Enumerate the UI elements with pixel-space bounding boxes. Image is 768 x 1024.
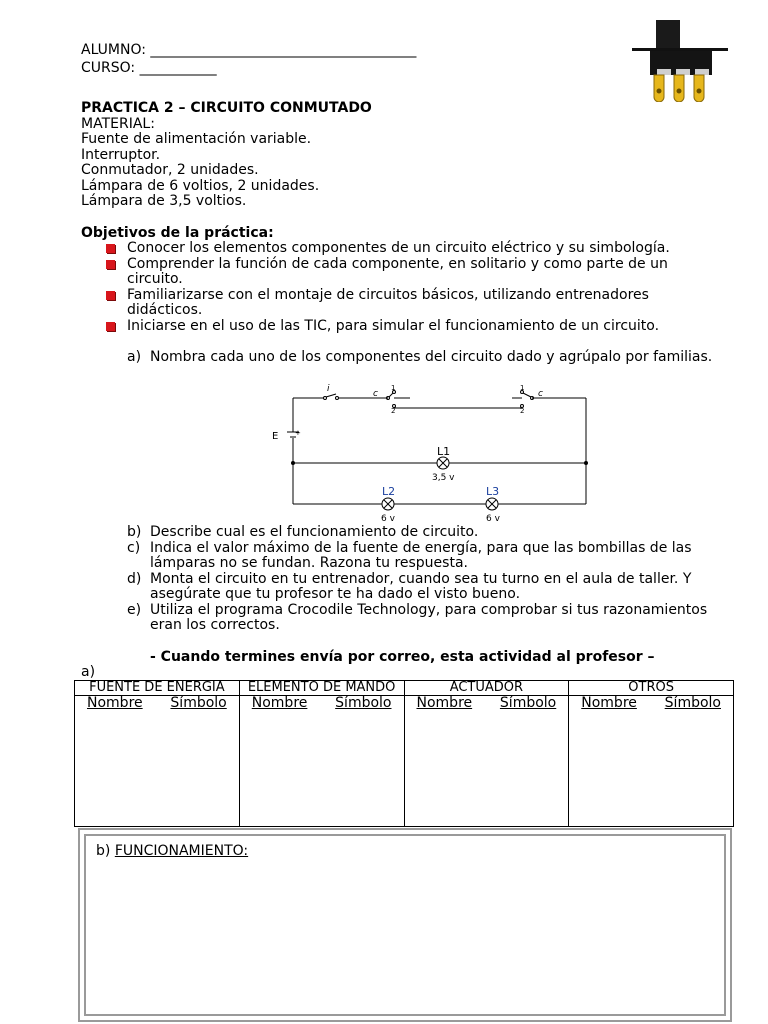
bullet-icon [106,291,115,300]
column-header: ELEMENTO DE MANDO [239,681,404,696]
objectives-heading: Objetivos de la práctica: [81,225,274,241]
lamp2-voltage: 6 v [381,514,395,524]
funcionamiento-inner [84,834,726,1016]
table-cell[interactable]: Nombre Símbolo [569,696,734,827]
notice-text: - Cuando termines envía por correo, esta actividad al profesor – [150,649,655,665]
source-label: E [272,431,279,442]
question-text: Nombra cada uno de los componentes del circuito dado y agrúpalo por familias. [150,349,713,365]
question-d: d) Monta el circuito en tu entrenador, cuando sea tu turno en el aula de taller. Y asegúrate que tu profesor te ha dado el visto bueno. [127,570,692,602]
commutator-left-label: c [373,389,378,399]
source-plus: + [295,429,301,437]
terminal-label: 2 [520,407,525,415]
lamp2-label: L2 [382,485,396,498]
question-c: c) Indica el valor máximo de la fuente de energía, para que las bombillas de las lámparas no se fundan. Razona tu respuesta. [127,539,692,571]
objectives-list [81,241,701,334]
terminal-label: 1 [391,384,396,392]
slide-switch-icon [630,18,730,102]
lamp3-voltage: 6 v [486,514,500,524]
objective-item: Familiarizarse con el montaje de circuitos básicos, utilizando entrenadores didácticos. [81,288,701,319]
lamp3-label: L3 [486,485,500,498]
commutator-right-label: c [538,389,543,399]
material-item: Interruptor. [81,147,161,163]
lamp1-label: L1 [437,445,451,458]
bullet-icon [106,322,115,331]
material-item: Conmutador, 2 unidades. [81,162,259,178]
objective-item: Comprender la función de cada componente, en solitario y como parte de un circuito. [81,257,701,288]
circuit-diagram [260,380,600,525]
question-b: b) Describe cual es el funcionamiento de circuito. [127,524,479,540]
question-e: e) Utiliza el programa Crocodile Technology, para comprobar si tus razonamientos eran los correctos. [127,601,708,633]
alumno-field: ALUMNO: ______________________________________ [81,42,417,58]
column-header: FUENTE DE ENERGIA [75,681,240,696]
bullet-icon [106,260,115,269]
terminal-label: 2 [391,407,396,415]
objective-item: Conocer los elementos componentes de un circuito eléctrico y su simbología. [81,241,701,257]
terminal-label: 1 [520,384,525,392]
bullet-icon [106,244,115,253]
table-cell[interactable]: Nombre Símbolo [404,696,569,827]
objective-item: Iniciarse en el uso de las TIC, para simular el funcionamiento de un circuito. [81,319,701,335]
question-a [81,350,731,366]
components-table [74,680,734,826]
questions-list [81,525,731,634]
material-heading: MATERIAL: [81,116,155,132]
material-item: Fuente de alimentación variable. [81,131,312,147]
column-header: ACTUADOR [404,681,569,696]
material-item: Lámpara de 6 voltios, 2 unidades. [81,178,320,194]
material-item: Lámpara de 3,5 voltios. [81,193,247,209]
practice-title: PRACTICA 2 – CIRCUITO CONMUTADO [81,100,372,116]
table-label: a) [81,664,96,680]
components-table-wrap [74,680,734,827]
curso-field: CURSO: ___________ [81,60,217,76]
table-cell[interactable]: Nombre Símbolo [239,696,404,827]
question-label: a) [127,349,142,365]
switch-label: i [327,384,330,394]
table-cell[interactable]: Nombre Símbolo [75,696,240,827]
funcionamiento-box[interactable] [78,828,732,1022]
column-header: OTROS [569,681,734,696]
lamp1-voltage: 3,5 v [432,473,455,483]
funcionamiento-heading: b) FUNCIONAMIENTO: [96,843,249,859]
